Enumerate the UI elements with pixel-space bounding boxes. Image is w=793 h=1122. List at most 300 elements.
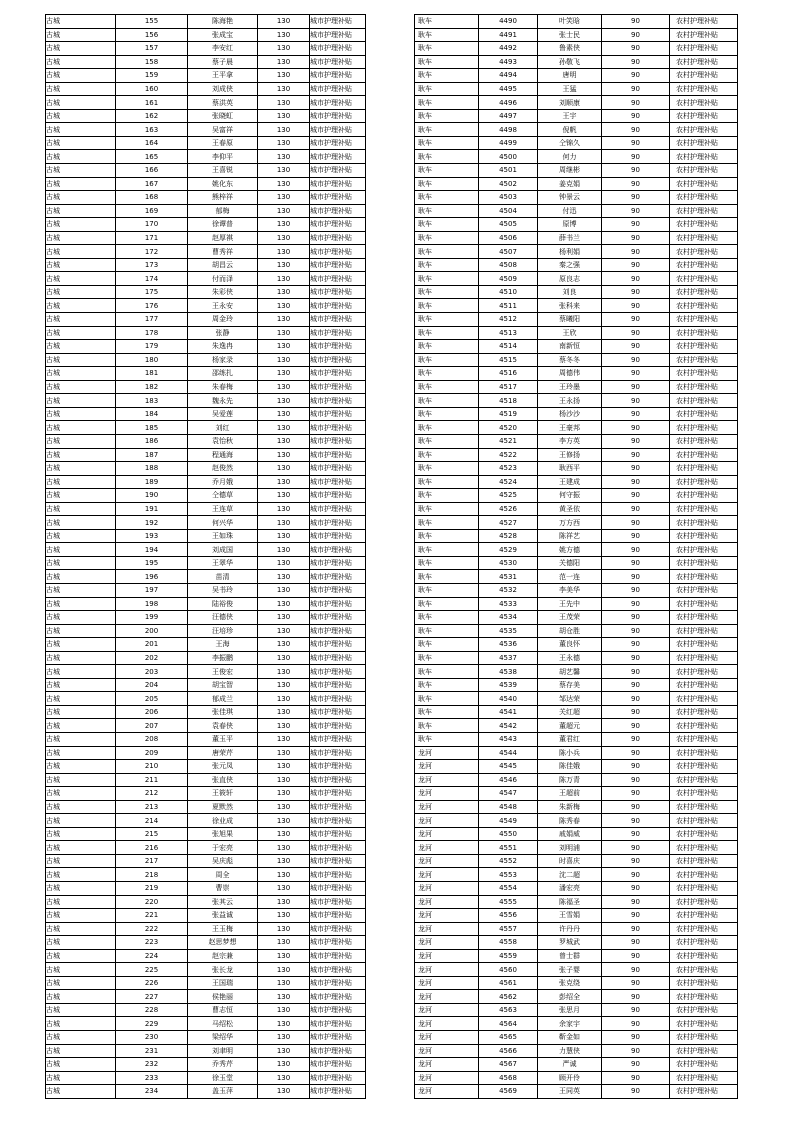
subsidy-type-cell: 农村护理补贴 bbox=[670, 96, 738, 110]
name-cell: 时喜庆 bbox=[538, 854, 602, 868]
name-cell: 蔡存美 bbox=[538, 678, 602, 692]
subsidy-type-cell: 农村护理补贴 bbox=[670, 597, 738, 611]
name-cell: 张长龙 bbox=[188, 963, 258, 977]
name-cell: 张旭果 bbox=[188, 827, 258, 841]
town-cell: 古城 bbox=[46, 746, 116, 760]
town-cell: 古城 bbox=[46, 1017, 116, 1031]
subsidy-type-cell: 农村护理补贴 bbox=[670, 705, 738, 719]
name-cell: 邹达荣 bbox=[538, 692, 602, 706]
subsidy-type-cell: 农村护理补贴 bbox=[670, 191, 738, 205]
subsidy-type-cell: 城市护理补贴 bbox=[310, 638, 366, 652]
amount-cell: 90 bbox=[602, 448, 670, 462]
table-row bbox=[46, 814, 366, 828]
town-cell: 耿车 bbox=[415, 109, 479, 123]
town-cell: 古城 bbox=[46, 285, 116, 299]
table-row bbox=[46, 218, 366, 232]
amount-cell: 130 bbox=[258, 448, 310, 462]
serial-number-cell: 189 bbox=[116, 475, 188, 489]
amount-cell: 130 bbox=[258, 1071, 310, 1085]
name-cell: 周继彬 bbox=[538, 164, 602, 178]
table-row bbox=[415, 42, 738, 56]
amount-cell: 90 bbox=[602, 787, 670, 801]
serial-number-cell: 176 bbox=[116, 299, 188, 313]
name-cell: 董君红 bbox=[538, 732, 602, 746]
table-row bbox=[415, 502, 738, 516]
subsidy-type-cell: 城市护理补贴 bbox=[310, 407, 366, 421]
serial-number-cell: 208 bbox=[116, 732, 188, 746]
name-cell: 张思月 bbox=[538, 1003, 602, 1017]
amount-cell: 130 bbox=[258, 841, 310, 855]
town-cell: 龙河 bbox=[415, 773, 479, 787]
serial-number-cell: 234 bbox=[116, 1085, 188, 1099]
town-cell: 耿车 bbox=[415, 705, 479, 719]
table-row bbox=[46, 191, 366, 205]
subsidy-type-cell: 农村护理补贴 bbox=[670, 732, 738, 746]
town-cell: 古城 bbox=[46, 164, 116, 178]
subsidy-type-cell: 农村护理补贴 bbox=[670, 272, 738, 286]
table-row bbox=[415, 746, 738, 760]
subsidy-type-cell: 农村护理补贴 bbox=[670, 489, 738, 503]
table-row bbox=[46, 732, 366, 746]
table-row bbox=[46, 854, 366, 868]
serial-number-cell: 4494 bbox=[479, 69, 538, 83]
serial-number-cell: 188 bbox=[116, 462, 188, 476]
name-cell: 于宏亮 bbox=[188, 841, 258, 855]
amount-cell: 130 bbox=[258, 814, 310, 828]
serial-number-cell: 160 bbox=[116, 82, 188, 96]
serial-number-cell: 212 bbox=[116, 787, 188, 801]
amount-cell: 90 bbox=[602, 773, 670, 787]
subsidy-type-cell: 城市护理补贴 bbox=[310, 570, 366, 584]
serial-number-cell: 4510 bbox=[479, 285, 538, 299]
amount-cell: 90 bbox=[602, 597, 670, 611]
name-cell: 陈小兵 bbox=[538, 746, 602, 760]
subsidy-type-cell: 城市护理补贴 bbox=[310, 299, 366, 313]
amount-cell: 130 bbox=[258, 326, 310, 340]
town-cell: 古城 bbox=[46, 651, 116, 665]
amount-cell: 130 bbox=[258, 922, 310, 936]
amount-cell: 90 bbox=[602, 42, 670, 56]
serial-number-cell: 4501 bbox=[479, 164, 538, 178]
name-cell: 唐明 bbox=[538, 69, 602, 83]
town-cell: 耿车 bbox=[415, 55, 479, 69]
town-cell: 古城 bbox=[46, 489, 116, 503]
town-cell: 古城 bbox=[46, 963, 116, 977]
amount-cell: 90 bbox=[602, 909, 670, 923]
table-row bbox=[46, 204, 366, 218]
serial-number-cell: 4559 bbox=[479, 949, 538, 963]
subsidy-type-cell: 农村护理补贴 bbox=[670, 245, 738, 259]
table-row bbox=[46, 705, 366, 719]
subsidy-type-cell: 城市护理补贴 bbox=[310, 367, 366, 381]
serial-number-cell: 4521 bbox=[479, 434, 538, 448]
town-cell: 古城 bbox=[46, 475, 116, 489]
town-cell: 龙河 bbox=[415, 854, 479, 868]
town-cell: 古城 bbox=[46, 705, 116, 719]
town-cell: 古城 bbox=[46, 434, 116, 448]
town-cell: 耿车 bbox=[415, 272, 479, 286]
amount-cell: 90 bbox=[602, 245, 670, 259]
town-cell: 龙河 bbox=[415, 882, 479, 896]
table-row bbox=[415, 651, 738, 665]
name-cell: 汪德侠 bbox=[188, 611, 258, 625]
amount-cell: 90 bbox=[602, 285, 670, 299]
serial-number-cell: 4524 bbox=[479, 475, 538, 489]
name-cell: 朱逸冉 bbox=[188, 340, 258, 354]
table-row bbox=[46, 611, 366, 625]
town-cell: 古城 bbox=[46, 191, 116, 205]
subsidy-type-cell: 城市护理补贴 bbox=[310, 55, 366, 69]
town-cell: 龙河 bbox=[415, 827, 479, 841]
town-cell: 龙河 bbox=[415, 936, 479, 950]
serial-number-cell: 4515 bbox=[479, 353, 538, 367]
town-cell: 龙河 bbox=[415, 760, 479, 774]
town-cell: 古城 bbox=[46, 42, 116, 56]
name-cell: 赵厚祺 bbox=[188, 231, 258, 245]
serial-number-cell: 4547 bbox=[479, 787, 538, 801]
subsidy-type-cell: 城市护理补贴 bbox=[310, 326, 366, 340]
amount-cell: 130 bbox=[258, 489, 310, 503]
serial-number-cell: 4545 bbox=[479, 760, 538, 774]
amount-cell: 130 bbox=[258, 69, 310, 83]
name-cell: 叶笑晗 bbox=[538, 15, 602, 29]
serial-number-cell: 229 bbox=[116, 1017, 188, 1031]
name-cell: 梁绍华 bbox=[188, 1031, 258, 1045]
town-cell: 古城 bbox=[46, 949, 116, 963]
subsidy-type-cell: 城市护理补贴 bbox=[310, 1044, 366, 1058]
serial-number-cell: 4546 bbox=[479, 773, 538, 787]
serial-number-cell: 224 bbox=[116, 949, 188, 963]
table-row bbox=[415, 177, 738, 191]
town-cell: 耿车 bbox=[415, 570, 479, 584]
name-cell: 刘顺康 bbox=[538, 96, 602, 110]
table-row bbox=[415, 773, 738, 787]
town-cell: 龙河 bbox=[415, 949, 479, 963]
name-cell: 张科来 bbox=[538, 299, 602, 313]
town-cell: 耿车 bbox=[415, 136, 479, 150]
table-row bbox=[415, 299, 738, 313]
town-cell: 耿车 bbox=[415, 258, 479, 272]
table-row bbox=[46, 434, 366, 448]
table-row bbox=[46, 326, 366, 340]
subsidy-type-cell: 农村护理补贴 bbox=[670, 868, 738, 882]
table-row bbox=[415, 543, 738, 557]
amount-cell: 90 bbox=[602, 868, 670, 882]
amount-cell: 130 bbox=[258, 28, 310, 42]
serial-number-cell: 219 bbox=[116, 882, 188, 896]
amount-cell: 130 bbox=[258, 475, 310, 489]
amount-cell: 90 bbox=[602, 611, 670, 625]
name-cell: 董超元 bbox=[538, 719, 602, 733]
subsidy-type-cell: 城市护理补贴 bbox=[310, 462, 366, 476]
name-cell: 陈祥艺 bbox=[538, 529, 602, 543]
amount-cell: 90 bbox=[602, 326, 670, 340]
amount-cell: 130 bbox=[258, 434, 310, 448]
table-row bbox=[415, 28, 738, 42]
amount-cell: 130 bbox=[258, 164, 310, 178]
subsidy-type-cell: 农村护理补贴 bbox=[670, 976, 738, 990]
subsidy-type-cell: 农村护理补贴 bbox=[670, 407, 738, 421]
serial-number-cell: 4563 bbox=[479, 1003, 538, 1017]
table-row bbox=[415, 882, 738, 896]
serial-number-cell: 187 bbox=[116, 448, 188, 462]
name-cell: 张士民 bbox=[538, 28, 602, 42]
amount-cell: 90 bbox=[602, 638, 670, 652]
name-cell: 陆裕俊 bbox=[188, 597, 258, 611]
serial-number-cell: 181 bbox=[116, 367, 188, 381]
table-row bbox=[46, 936, 366, 950]
subsidy-type-cell: 城市护理补贴 bbox=[310, 82, 366, 96]
subsidy-type-cell: 城市护理补贴 bbox=[310, 380, 366, 394]
name-cell: 原博 bbox=[538, 218, 602, 232]
name-cell: 王永扬 bbox=[538, 394, 602, 408]
name-cell: 戚娟威 bbox=[538, 827, 602, 841]
subsidy-type-cell: 农村护理补贴 bbox=[670, 150, 738, 164]
town-cell: 龙河 bbox=[415, 1058, 479, 1072]
subsidy-type-cell: 城市护理补贴 bbox=[310, 15, 366, 29]
amount-cell: 90 bbox=[602, 55, 670, 69]
name-cell: 钟景云 bbox=[538, 191, 602, 205]
serial-number-cell: 156 bbox=[116, 28, 188, 42]
name-cell: 王国瑞 bbox=[188, 976, 258, 990]
town-cell: 古城 bbox=[46, 854, 116, 868]
serial-number-cell: 4507 bbox=[479, 245, 538, 259]
serial-number-cell: 223 bbox=[116, 936, 188, 950]
serial-number-cell: 225 bbox=[116, 963, 188, 977]
town-cell: 龙河 bbox=[415, 990, 479, 1004]
table-row bbox=[46, 827, 366, 841]
table-row bbox=[46, 516, 366, 530]
serial-number-cell: 217 bbox=[116, 854, 188, 868]
serial-number-cell: 174 bbox=[116, 272, 188, 286]
subsidy-type-cell: 城市护理补贴 bbox=[310, 922, 366, 936]
amount-cell: 90 bbox=[602, 367, 670, 381]
subsidy-type-cell: 农村护理补贴 bbox=[670, 1085, 738, 1099]
subsidy-table-right bbox=[414, 14, 738, 1099]
name-cell: 曹志恒 bbox=[188, 1003, 258, 1017]
table-row bbox=[46, 28, 366, 42]
name-cell: 王连草 bbox=[188, 502, 258, 516]
name-cell: 姜克娟 bbox=[538, 177, 602, 191]
name-cell: 熊梓祥 bbox=[188, 191, 258, 205]
table-row bbox=[415, 800, 738, 814]
subsidy-type-cell: 农村护理补贴 bbox=[670, 665, 738, 679]
serial-number-cell: 182 bbox=[116, 380, 188, 394]
amount-cell: 130 bbox=[258, 421, 310, 435]
town-cell: 古城 bbox=[46, 55, 116, 69]
subsidy-type-cell: 农村护理补贴 bbox=[670, 746, 738, 760]
table-row bbox=[415, 732, 738, 746]
serial-number-cell: 4544 bbox=[479, 746, 538, 760]
serial-number-cell: 157 bbox=[116, 42, 188, 56]
subsidy-type-cell: 城市护理补贴 bbox=[310, 272, 366, 286]
serial-number-cell: 4552 bbox=[479, 854, 538, 868]
subsidy-type-cell: 农村护理补贴 bbox=[670, 353, 738, 367]
serial-number-cell: 4500 bbox=[479, 150, 538, 164]
table-row bbox=[415, 82, 738, 96]
name-cell: 赵宗兼 bbox=[188, 949, 258, 963]
town-cell: 龙河 bbox=[415, 895, 479, 909]
table-row bbox=[415, 1031, 738, 1045]
name-cell: 王猛 bbox=[538, 82, 602, 96]
serial-number-cell: 211 bbox=[116, 773, 188, 787]
table-row bbox=[46, 15, 366, 29]
amount-cell: 130 bbox=[258, 651, 310, 665]
town-cell: 耿车 bbox=[415, 164, 479, 178]
subsidy-type-cell: 城市护理补贴 bbox=[310, 394, 366, 408]
serial-number-cell: 210 bbox=[116, 760, 188, 774]
table-row bbox=[415, 434, 738, 448]
amount-cell: 130 bbox=[258, 407, 310, 421]
table-row bbox=[46, 760, 366, 774]
amount-cell: 130 bbox=[258, 15, 310, 29]
amount-cell: 90 bbox=[602, 475, 670, 489]
serial-number-cell: 204 bbox=[116, 678, 188, 692]
subsidy-type-cell: 城市护理补贴 bbox=[310, 1058, 366, 1072]
serial-number-cell: 158 bbox=[116, 55, 188, 69]
name-cell: 张成宝 bbox=[188, 28, 258, 42]
name-cell: 杨利娟 bbox=[538, 245, 602, 259]
subsidy-type-cell: 城市护理补贴 bbox=[310, 69, 366, 83]
subsidy-table-right-body bbox=[415, 15, 738, 1099]
table-row bbox=[415, 313, 738, 327]
amount-cell: 130 bbox=[258, 313, 310, 327]
town-cell: 耿车 bbox=[415, 15, 479, 29]
name-cell: 王雪娟 bbox=[538, 909, 602, 923]
serial-number-cell: 4502 bbox=[479, 177, 538, 191]
serial-number-cell: 4543 bbox=[479, 732, 538, 746]
table-row bbox=[46, 353, 366, 367]
serial-number-cell: 4555 bbox=[479, 895, 538, 909]
table-row bbox=[46, 800, 366, 814]
serial-number-cell: 226 bbox=[116, 976, 188, 990]
name-cell: 董玉平 bbox=[188, 732, 258, 746]
name-cell: 仝德草 bbox=[188, 489, 258, 503]
table-row bbox=[415, 367, 738, 381]
name-cell: 南新恒 bbox=[538, 340, 602, 354]
subsidy-type-cell: 农村护理补贴 bbox=[670, 719, 738, 733]
amount-cell: 130 bbox=[258, 543, 310, 557]
town-cell: 古城 bbox=[46, 421, 116, 435]
town-cell: 耿车 bbox=[415, 285, 479, 299]
serial-number-cell: 175 bbox=[116, 285, 188, 299]
subsidy-type-cell: 农村护理补贴 bbox=[670, 299, 738, 313]
subsidy-type-cell: 城市护理补贴 bbox=[310, 516, 366, 530]
amount-cell: 130 bbox=[258, 42, 310, 56]
name-cell: 周全 bbox=[188, 868, 258, 882]
table-row bbox=[46, 868, 366, 882]
amount-cell: 130 bbox=[258, 976, 310, 990]
subsidy-type-cell: 农村护理补贴 bbox=[670, 475, 738, 489]
subsidy-type-cell: 城市护理补贴 bbox=[310, 177, 366, 191]
amount-cell: 90 bbox=[602, 299, 670, 313]
table-row bbox=[46, 489, 366, 503]
serial-number-cell: 4503 bbox=[479, 191, 538, 205]
table-row bbox=[46, 272, 366, 286]
serial-number-cell: 4527 bbox=[479, 516, 538, 530]
town-cell: 古城 bbox=[46, 204, 116, 218]
subsidy-type-cell: 城市护理补贴 bbox=[310, 827, 366, 841]
town-cell: 耿车 bbox=[415, 597, 479, 611]
serial-number-cell: 4541 bbox=[479, 705, 538, 719]
table-row bbox=[415, 218, 738, 232]
amount-cell: 90 bbox=[602, 882, 670, 896]
subsidy-type-cell: 农村护理补贴 bbox=[670, 760, 738, 774]
amount-cell: 90 bbox=[602, 529, 670, 543]
town-cell: 古城 bbox=[46, 299, 116, 313]
serial-number-cell: 4569 bbox=[479, 1085, 538, 1099]
serial-number-cell: 4491 bbox=[479, 28, 538, 42]
table-row bbox=[415, 814, 738, 828]
amount-cell: 90 bbox=[602, 570, 670, 584]
table-row bbox=[415, 787, 738, 801]
amount-cell: 130 bbox=[258, 462, 310, 476]
name-cell: 刘成国 bbox=[188, 543, 258, 557]
table-row bbox=[46, 96, 366, 110]
town-cell: 古城 bbox=[46, 760, 116, 774]
subsidy-type-cell: 农村护理补贴 bbox=[670, 82, 738, 96]
serial-number-cell: 4505 bbox=[479, 218, 538, 232]
name-cell: 王俊宏 bbox=[188, 665, 258, 679]
town-cell: 耿车 bbox=[415, 624, 479, 638]
name-cell: 王欣 bbox=[538, 326, 602, 340]
town-cell: 耿车 bbox=[415, 177, 479, 191]
name-cell: 余家宇 bbox=[538, 1017, 602, 1031]
subsidy-type-cell: 城市护理补贴 bbox=[310, 502, 366, 516]
town-cell: 耿车 bbox=[415, 543, 479, 557]
town-cell: 古城 bbox=[46, 882, 116, 896]
town-cell: 耿车 bbox=[415, 583, 479, 597]
subsidy-type-cell: 农村护理补贴 bbox=[670, 800, 738, 814]
amount-cell: 130 bbox=[258, 800, 310, 814]
table-row bbox=[415, 191, 738, 205]
serial-number-cell: 197 bbox=[116, 583, 188, 597]
town-cell: 耿车 bbox=[415, 448, 479, 462]
table-row bbox=[46, 258, 366, 272]
serial-number-cell: 209 bbox=[116, 746, 188, 760]
serial-number-cell: 193 bbox=[116, 529, 188, 543]
subsidy-type-cell: 城市护理补贴 bbox=[310, 665, 366, 679]
subsidy-type-cell: 农村护理补贴 bbox=[670, 462, 738, 476]
table-row bbox=[46, 1085, 366, 1099]
subsidy-type-cell: 城市护理补贴 bbox=[310, 96, 366, 110]
subsidy-type-cell: 农村护理补贴 bbox=[670, 949, 738, 963]
serial-number-cell: 161 bbox=[116, 96, 188, 110]
amount-cell: 90 bbox=[602, 150, 670, 164]
town-cell: 耿车 bbox=[415, 502, 479, 516]
town-cell: 耿车 bbox=[415, 638, 479, 652]
table-row bbox=[415, 448, 738, 462]
serial-number-cell: 4511 bbox=[479, 299, 538, 313]
amount-cell: 90 bbox=[602, 1044, 670, 1058]
town-cell: 古城 bbox=[46, 556, 116, 570]
town-cell: 古城 bbox=[46, 82, 116, 96]
table-row bbox=[415, 827, 738, 841]
table-row bbox=[415, 380, 738, 394]
amount-cell: 90 bbox=[602, 1071, 670, 1085]
amount-cell: 130 bbox=[258, 109, 310, 123]
serial-number-cell: 203 bbox=[116, 665, 188, 679]
name-cell: 力慧侠 bbox=[538, 1044, 602, 1058]
amount-cell: 130 bbox=[258, 746, 310, 760]
subsidy-type-cell: 城市护理补贴 bbox=[310, 773, 366, 787]
name-cell: 王先中 bbox=[538, 597, 602, 611]
subsidy-type-cell: 城市护理补贴 bbox=[310, 556, 366, 570]
table-row bbox=[46, 421, 366, 435]
subsidy-type-cell: 农村护理补贴 bbox=[670, 1017, 738, 1031]
subsidy-type-cell: 城市护理补贴 bbox=[310, 854, 366, 868]
table-row bbox=[46, 651, 366, 665]
